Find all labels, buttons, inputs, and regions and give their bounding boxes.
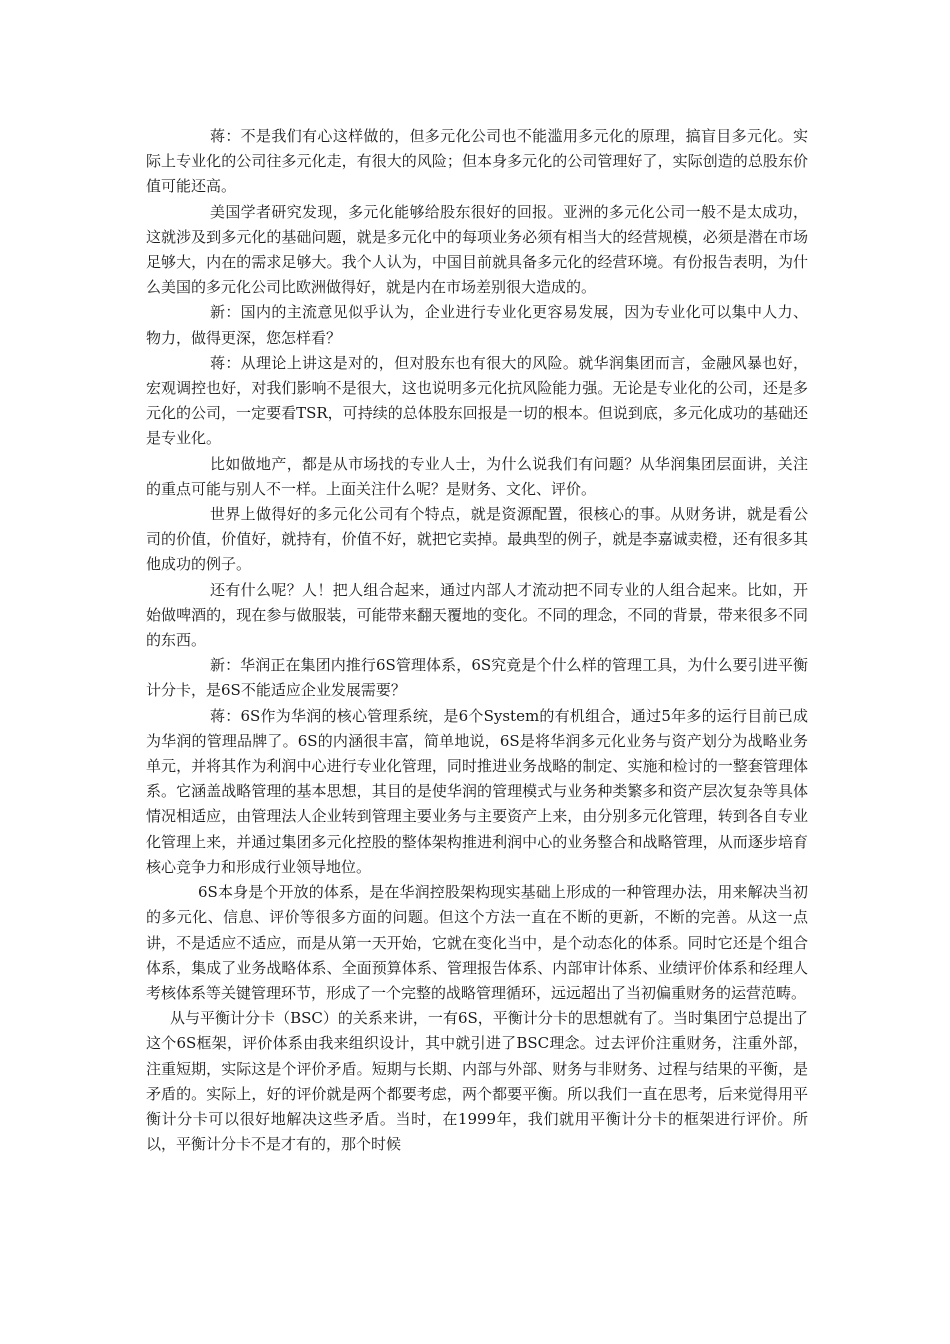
paragraph-2: 美国学者研究发现，多元化能够给股东很好的回报。亚洲的多元化公司一般不是太成功，这就涉及到多元化的基础问题，就是多元化中的每项业务必须有相当大的经营规模，必须是潜在市场足够大，内在的需求足够大。我个人认为，中国目前就具备多元化的经营环境。有份报告表明，为什么美国的多元化公司比欧洲做得好，就是内在市场差别很大造成的。 — [146, 202, 808, 297]
paragraph-1: 蒋：不是我们有心这样做的，但多元化公司也不能滥用多元化的原理，搞盲目多元化。实际上专业化的公司往多元化走，有很大的风险；但本身多元化的公司管理好了，实际创造的总股东价值可能还高。 — [146, 127, 808, 196]
paragraph-4: 蒋：从理论上讲这是对的，但对股东也有很大的风险。就华润集团而言，金融风暴也好，宏观调控也好，对我们影响不是很大，这也说明多元化抗风险能力强。无论是专业化的公司，还是多元化的公司，一定要看TSR，可持续的总体股东回报是一切的根本。但说到底，多元化成功的基础还是专业化。 — [146, 353, 808, 448]
document-page — [146, 124, 808, 1157]
paragraph-5: 比如做地产，都是从市场找的专业人士，为什么说我们有问题？从华润集团层面讲，关注的重点可能与别人不一样。上面关注什么呢？是财务、文化、评价。 — [146, 454, 808, 498]
paragraph-6: 世界上做得好的多元化公司有个特点，就是资源配置，很核心的事。从财务讲，就是看公司的价值，价值好，就持有，价值不好，就把它卖掉。最典型的例子，就是李嘉诚卖橙，还有很多其他成功的例子。 — [146, 505, 808, 574]
paragraph-10: 6S本身是个开放的体系，是在华润控股架构现实基础上形成的一种管理办法，用来解决当初的多元化、信息、评价等很多方面的问题。但这个方法一直在不断的更新，不断的完善。从这一点讲，不是适应不适应，而是从第一天开始，它就在变化当中，是个动态化的体系。同时它还是个组合体系，集成了业务战略体系、全面预算体系、管理报告体系、内部审计体系、业绩评价体系和经理人考核体系等关键管理环节，形成了一个完整的战略管理循环，远远超出了当初偏重财务的运营范畴。 — [146, 883, 808, 1002]
paragraph-3: 新：国内的主流意见似乎认为，企业进行专业化更容易发展，因为专业化可以集中人力、物力，做得更深，您怎样看？ — [146, 303, 808, 347]
paragraph-8: 新：华润正在集团内推行6S管理体系，6S究竟是个什么样的管理工具，为什么要引进平衡计分卡，是6S不能适应企业发展需要？ — [146, 656, 808, 700]
paragraph-11: 从与平衡计分卡（BSC）的关系来讲，一有6S，平衡计分卡的思想就有了。当时集团宁总提出了这个6S框架，评价体系由我来组织设计，其中就引进了BSC理念。过去评价注重财务，注重外部，注重短期，实际这是个评价矛盾。短期与长期、内部与外部、财务与非财务、过程与结果的平衡，是矛盾的。实际上，好的评价就是两个都要考虑，两个都要平衡。所以我们一直在思考，后来觉得用平衡计分卡可以很好地解决这些矛盾。当时，在1999年，我们就用平衡计分卡的框架进行评价。所以，平衡计分卡不是才有的，那个时候 — [146, 1009, 808, 1154]
paragraph-9: 蒋：6S作为华润的核心管理系统，是6个System的有机组合，通过5年多的运行目前已成为华润的管理品牌了。6S的内涵很丰富，简单地说，6S是将华润多元化业务与资产划分为战略业务单元，并将其作为利润中心进行专业化管理，同时推进业务战略的制定、实施和检讨的一整套管理体系。它涵盖战略管理的基本思想，其目的是使华润的管理模式与业务种类繁多和资产层次复杂等具体情况相适应，由管理法人企业转到管理主要业务与主要资产上来，由分别多元化管理，转到各自专业化管理上来，并通过集团多元化控股的整体架构推进利润中心的业务整合和战略管理，从而逐步培育核心竞争力和形成行业领导地位。 — [146, 706, 808, 876]
paragraph-7: 还有什么呢？人！把人组合起来，通过内部人才流动把不同专业的人组合起来。比如，开始做啤酒的，现在参与做服装，可能带来翻天覆地的变化。不同的理念，不同的背景，带来很多不同的东西。 — [146, 580, 808, 650]
